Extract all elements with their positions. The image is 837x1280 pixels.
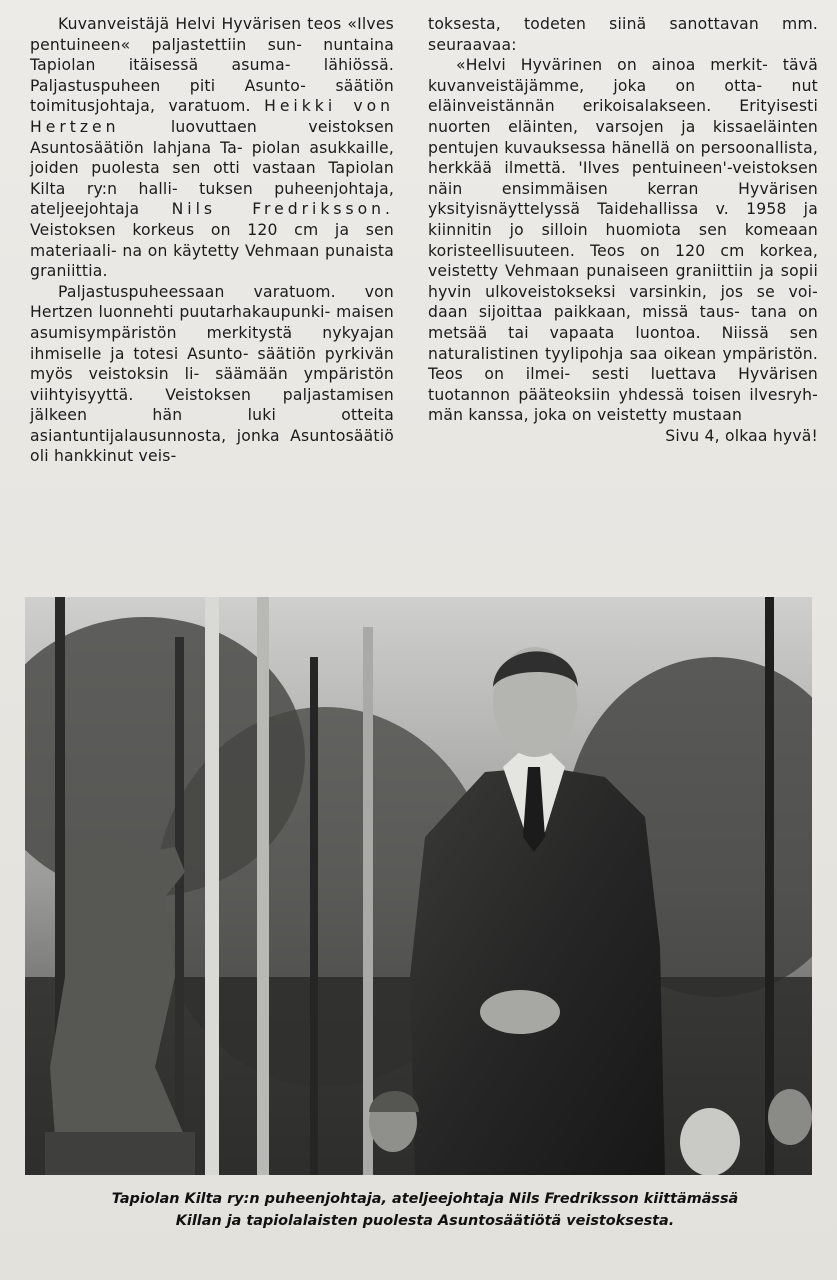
right-p2-line-18: sesti luettava Hyvärisen tuotannon	[428, 365, 818, 404]
left-paragraph-1	[30, 14, 394, 282]
left-p1b-line-0: veistoksen Asuntosäätiön lahjana Ta-	[30, 117, 394, 157]
left-p1-name2: Nils Fredriksson.	[171, 200, 394, 219]
right-p2-line-17: saa oikean ympäristön. Teos on ilmei-	[428, 344, 818, 384]
right-p2-line-8: yksityisnäyttelyssä Taidehallissa v.	[428, 200, 729, 219]
right-p2-line-2: nut eläinveistännän erikoisalakseen.	[428, 76, 818, 116]
right-p2-line-10: sen komeaan koristeellisuuteen. Teos	[428, 220, 818, 260]
photo-caption	[30, 1188, 820, 1232]
left-p1-name: Heikki von Hertzen	[30, 97, 394, 136]
left-p2-line-8: jonka Asuntosäätiö oli hankkinut veis-	[30, 426, 394, 466]
left-p1b-line-2: otti vastaan Tapiolan Kilta ry:n halli-	[30, 159, 394, 198]
pine-trunk-2	[310, 657, 318, 1175]
left-p2-line-1: Hertzen luonnehti puutarhakaupunki-	[30, 303, 331, 322]
left-p1c-line-2: graniittia.	[30, 262, 108, 281]
left-p1-line-0: Kuvanveistäjä Helvi Hyvärisen teos	[58, 15, 342, 33]
right-p2-line-0: «Helvi Hyvärinen on ainoa merkit-	[456, 56, 768, 75]
pine-trunk-4	[765, 597, 774, 1175]
right-p2-line-5: hänellä on persoonallista, herkkää	[428, 138, 818, 178]
child-head-right	[680, 1108, 740, 1175]
news-photo	[25, 597, 812, 1175]
man-clasped-hands	[480, 990, 560, 1034]
right-p2-line-3: Erityisesti nuorten eläinten, varsojen	[428, 97, 818, 136]
photo-illustration	[25, 597, 812, 1175]
right-p2-line-14: daan sijoittaa paikkaan, missä taus-	[428, 303, 740, 322]
right-p2-line-7: näin ensimmäisen kerran Hyvärisen	[428, 179, 818, 198]
pine-trunk-1	[175, 637, 184, 1175]
left-p1b-line-1: piolan asukkaille, joiden puolesta sen	[30, 138, 394, 178]
right-p2-line-4: ja kissaeläinten pentujen kuvauksessa	[428, 117, 818, 157]
right-p2-line-13: ulkoveistokseksi varsinkin, jos se voi-	[485, 282, 818, 301]
left-p1-line-3: lähiössä. Paljastuspuheen piti Asunto-	[30, 56, 394, 95]
right-p2-line-12: punaiseen graniittiin ja sopii hyvin	[428, 262, 818, 301]
right-paragraph-2	[428, 55, 818, 426]
sculpture-pedestal	[45, 1132, 195, 1175]
left-p1c-line-1: na on käytetty Vehmaan punaista	[122, 241, 394, 260]
right-paragraph-1	[428, 14, 818, 55]
birch-trunk-3	[363, 627, 373, 1175]
lynx-sculpture	[50, 836, 185, 1137]
right-p2-line-6: ilmettä. 'Ilves pentuineen'-veistoksen	[504, 159, 818, 178]
continued-on-page: Sivu 4, olkaa hyvä!	[665, 426, 818, 445]
left-p1-line-2: nuntaina Tapiolan itäisessä asuma-	[30, 35, 394, 75]
right-p1-line-1: seuraavaa:	[428, 35, 517, 54]
right-p2-line-20: män kanssa, joka on veistetty mustaan	[428, 406, 743, 425]
left-paragraph-2	[30, 282, 394, 467]
left-p1b-line-3: tuksen puheenjohtaja, ateljeejohtaja	[30, 179, 394, 219]
birch-trunk-1	[205, 597, 219, 1175]
left-p2-line-7: luki otteita asiantuntijalausunnosta,	[30, 406, 394, 445]
left-p2-line-0: Paljastuspuheessaan varatuom. von	[58, 282, 394, 301]
left-p1-after-name2: Veistoksen	[30, 220, 116, 239]
right-p2-line-11: on 120 cm korkea, veistetty Vehmaan	[428, 241, 818, 281]
right-p2-line-19: pääteoksiin yhdessä toisen ilvesryh-	[518, 385, 818, 404]
left-p1-line-1: «Ilves pentuineen« paljastettiin sun-	[30, 15, 394, 54]
left-p1c-line-0: korkeus on 120 cm ja sen materiaali-	[30, 220, 394, 260]
right-p2-line-9: 1958 ja kiinnitin jo silloin huomiota	[428, 200, 818, 239]
child-head-far-right	[768, 1089, 812, 1145]
left-p1-after-name: luovuttaen	[119, 117, 258, 136]
right-p2-line-15: tana on metsää tai vapaata luontoa.	[428, 303, 818, 342]
birch-trunk-2	[257, 597, 269, 1175]
right-p2-line-1: tävä kuvanveistäjämme, joka on otta-	[428, 56, 818, 95]
left-p2-line-3: nykyajan ihmiselle ja totesi Asunto-	[30, 323, 394, 363]
right-p1-line-0: toksesta, todeten siinä sanottavan mm.	[428, 15, 818, 33]
caption-line-2: Killan ja tapiolalaisten puolesta Asuntosäätiötä veistoksesta.	[175, 1213, 675, 1229]
left-p2-line-6: Veistoksen paljastamisen jälkeen hän	[30, 385, 394, 425]
left-p1-line-4: säätiön toimitusjohtaja, varatuom.	[30, 76, 394, 116]
left-p2-line-2: maisen asumisympäristön merkitystä	[30, 303, 394, 342]
left-text-column	[30, 14, 394, 467]
left-p2-line-5: säämään ympäristön viihtyisyyttä.	[30, 365, 394, 404]
left-p2-line-4: säätiön pyrkivän myös veistoksin li-	[30, 344, 394, 384]
right-text-column	[428, 14, 818, 446]
right-p2-line-16: Niissä sen naturalistinen tyylipohja	[428, 323, 818, 363]
caption-line-1: Tapiolan Kilta ry:n puheenjohtaja, ateljeejohtaja Nils Fredriksson kiittämässä	[111, 1191, 739, 1207]
